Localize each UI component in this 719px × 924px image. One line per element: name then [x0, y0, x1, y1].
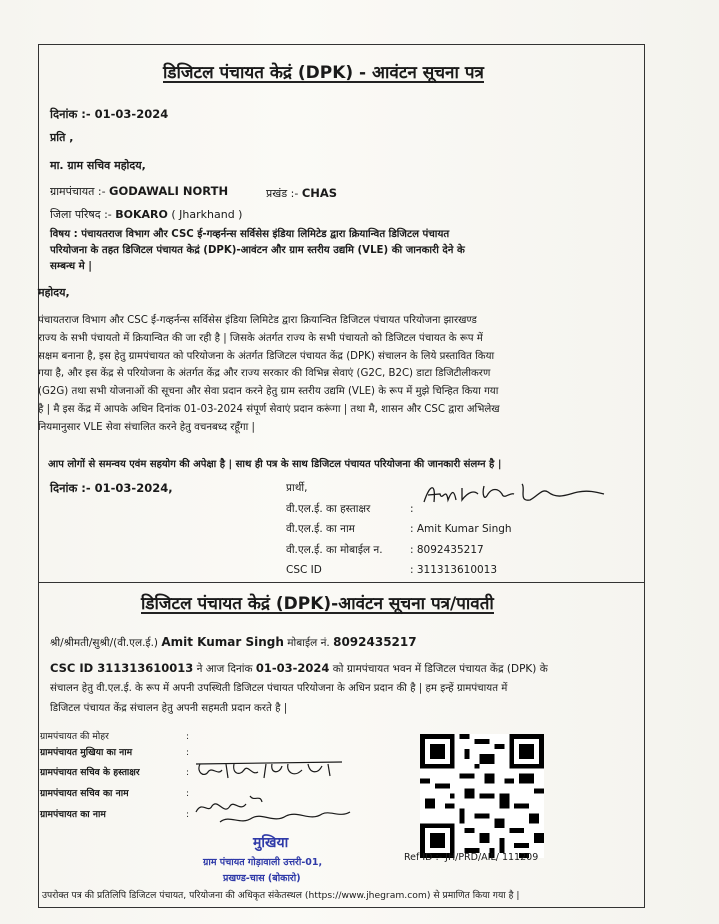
- ref-id: Ref ID :- JH/PRD/AIL/ 111209: [404, 852, 539, 863]
- receipt-mobile: 8092435217: [333, 635, 417, 649]
- addressee: मा. ग्राम सचिव महोदय,: [50, 159, 146, 172]
- vle-signature-label: वी.एल.ई. का हस्ताक्षर: [286, 503, 371, 515]
- subject-line: विषय : पंचायतराज विभाग और CSC ई-गव्हर्नन्स सर्विसेस इंडिया लिमिटेड द्वारा क्रियान्वित डिजिटल पंचायत: [50, 229, 450, 240]
- body-paragraph: [38, 312, 500, 437]
- gp-seal-label: ग्रामपंचायत की मोहर: [40, 731, 109, 742]
- gp-seal-colon: :: [186, 731, 190, 742]
- qr-code: [420, 734, 544, 858]
- district-label: जिला परिषद :-: [50, 208, 116, 221]
- stamp-block: प्रखण्ड-चास (बोकारो): [223, 873, 301, 884]
- subject-line: परियोजना के तहत डिजिटल पंचायत केद्रं (DPK)-आवंटन और ग्राम स्तरीय उद्यमि (VLE) की जानकारी देने के: [50, 245, 465, 256]
- body-line: है | मै इस केंद्र में आपके अधिन दिनांक 01-03-2024 संपूर्ण सेवाएं प्रदान करूंगा | तथा मै, शासन और CSC द्वारा अभिलेख: [38, 403, 500, 415]
- csc-line-2: संचालन हेतु वी.एल.ई. के रूप में अपनी उपस्थिती डिजिटल पंचायत परियोजना के अधिन प्रदान की है | हम इन्हें ग्रामपंचायत में: [50, 683, 508, 694]
- district-value: BOKARO: [115, 208, 168, 221]
- gp-secretary-sign-label: ग्रामपंचायत सचिव के हस्ताक्षर: [40, 767, 140, 778]
- district-state: ( Jharkhand ): [167, 208, 243, 221]
- secretary-signature: [192, 756, 352, 784]
- csc-line-3: डिजिटल पंचायत केंद्र संचालन हेतु अपनी सहमती प्रदान करते है |: [50, 703, 288, 714]
- body-line: नियमानुसार VLE सेवा संचालित करने हेतु वचनबध्द रहूँगा |: [38, 421, 255, 433]
- panchayat-label: ग्रामपंचायत :-: [50, 185, 110, 198]
- body-line: पंचायतराज विभाग और CSC ई-गव्हर्नन्स सर्विसेस इंडिया लिमिटेड द्वारा क्रियान्वित डिजिटल पंचायत परियोजना झारखण्ड: [38, 315, 477, 326]
- block-value: CHAS: [301, 186, 338, 200]
- subject: [50, 227, 465, 275]
- vle-name-value: : Amit Kumar Singh: [410, 523, 512, 535]
- receipt-vle-name: Amit Kumar Singh: [161, 635, 284, 649]
- panchayat-line: [50, 184, 228, 199]
- block-label: प्रखंड :-: [266, 187, 302, 200]
- gp-name-colon: :: [186, 809, 190, 820]
- prati: प्रति ,: [50, 131, 74, 144]
- body-line: गया है, और इस केंद्र से परियोजना के अंतर्गत केंद्र और राज्य सरकार की विभिन्न सेवाएं (G2C, B2C) डाटा डिजिटीलीकरण: [38, 368, 491, 380]
- body-line: राज्य के सभी पंचायतो में क्रियान्वित की जा रही है | जिसके अंतर्गत राज्य के सभी पंचायतो को डिजिटल पंचायत के रूप में: [38, 332, 483, 344]
- gp-name-label: ग्रामपंचायत का नाम: [40, 809, 106, 820]
- mukhiya-signature: [190, 792, 370, 832]
- stamp-panchayat: ग्राम पंचायत गोड़ावाली उत्तरी-01,: [203, 857, 323, 868]
- closing-line: आप लोगों से समन्वय एवंम सहयोग की अपेक्षा है | साथ ही पत्र के साथ डिजिटल पंचायत परियोजना की जानकारी संलग्न है |: [48, 459, 502, 470]
- bottom-date: दिनांक :- 01-03-2024,: [50, 481, 173, 495]
- vle-signature: [418, 480, 608, 510]
- name-prefix: श्री/श्रीमती/सुश्री/(वी.एल.ई.): [50, 637, 162, 649]
- vle-signature-colon: :: [410, 503, 414, 515]
- salutation: महोदय,: [38, 286, 70, 299]
- district-line: [50, 208, 242, 222]
- mobile-label: मोबाईल नं.: [283, 637, 334, 649]
- gp-secretary-sign-colon: :: [186, 767, 190, 778]
- page-title: डिजिटल पंचायत केद्रं (DPK) - आवंटन सूचना पत्र: [163, 63, 484, 83]
- date-line: दिनांक :- 01-03-2024: [50, 107, 169, 121]
- vle-mobile-label: वी.एल.ई. का मोबाईल न.: [286, 544, 383, 556]
- body-line: (G2G) तथा सभी योजनाओं की सूचना और सेवा प्रदान करने हेतु ग्राम स्तरीय उद्यमि (VLE) के रूप में मुझे चिन्हित किया गया: [38, 386, 499, 398]
- prarthi: प्रार्थी,: [286, 482, 308, 494]
- panchayat-value: GODAWALI NORTH: [109, 184, 229, 198]
- body-line: सक्षम बनाना है, इस हेतु ग्रामपंचायत को परियोजना के अंतर्गत डिजिटल पंचायत केंद्र (DPK) संचालन के लिये प्रस्तावित किया: [38, 350, 495, 362]
- section-divider: [38, 582, 645, 583]
- stamp-mukhiya: मुखिया: [253, 835, 289, 851]
- csc-line-1-rest: ने आज दिनांक: [193, 663, 256, 675]
- block-line: [266, 186, 337, 201]
- receipt-title: डिजिटल पंचायत केद्रं (DPK)-आवंटन सूचना पत्र/पावती: [141, 594, 494, 614]
- gp-secretary-name-colon: :: [186, 788, 190, 799]
- gp-mukhiya-colon: :: [186, 747, 190, 758]
- csc-line-1-date: 01-03-2024: [255, 661, 330, 675]
- csc-id-label: CSC ID: [286, 564, 322, 576]
- csc-line-1-end: को ग्रामपंचायत भवन में डिजिटल पंचायत केंद्र (DPK) के: [329, 663, 548, 675]
- csc-id-bold: CSC ID 311313610013: [50, 661, 194, 675]
- subject-line: सम्बन्ध मे |: [50, 261, 93, 272]
- csc-line-1: [50, 661, 548, 676]
- vle-name-label: वी.एल.ई. का नाम: [286, 523, 355, 535]
- vle-mobile-value: : 8092435217: [410, 544, 484, 556]
- gp-secretary-name-label: ग्रामपंचायत सचिव का नाम: [40, 788, 129, 799]
- footer-note: उपरोक्त पत्र की प्रतिलिपि डिजिटल पंचायत, परियोजना की अधिकृत संकेतस्थल (https://www.jhegram.com) से प्रमाणित किया गया है |: [42, 890, 520, 901]
- vle-name-line: [50, 635, 417, 650]
- csc-id-value: : 311313610013: [410, 564, 498, 576]
- gp-mukhiya-label: ग्रामपंचायत मुखिया का नाम: [40, 747, 133, 758]
